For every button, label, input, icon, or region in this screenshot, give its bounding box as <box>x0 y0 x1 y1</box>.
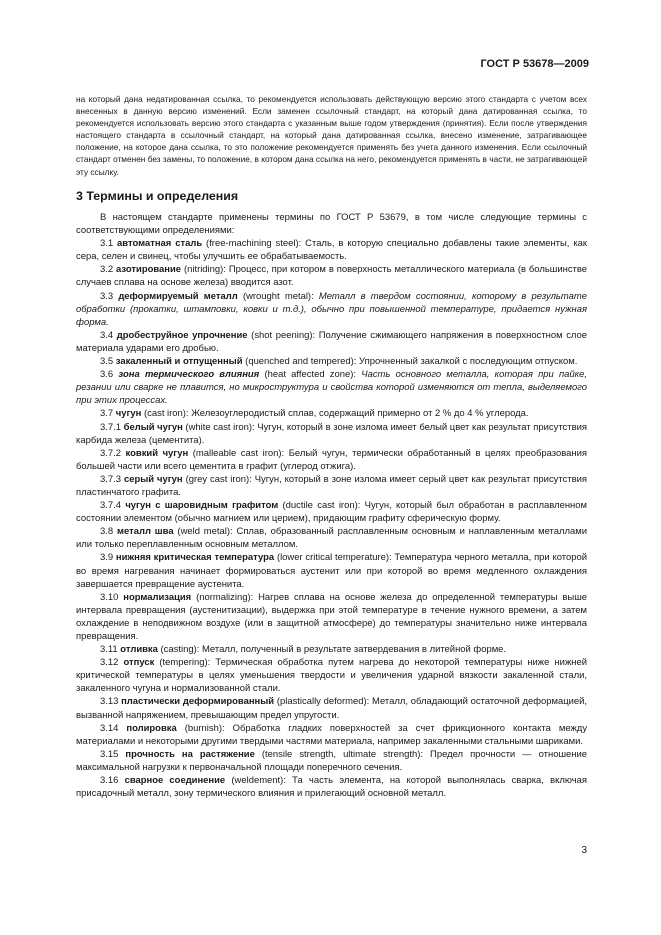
term-definition: Железоуглеродистый сплав, содержащий примерно от 2 % до 4 % углерода. <box>191 408 529 420</box>
term-english: (weld metal): <box>177 526 233 538</box>
term-definition: Предел прочности — отношение максимальной нагрузки к первоначальной площади поперечного сечения. <box>76 748 588 773</box>
term-entry <box>76 290 587 329</box>
term-english: (casting): <box>160 644 200 656</box>
term-entry <box>76 407 587 420</box>
term-number: 3.7 <box>100 408 114 420</box>
term-number: 3.2 <box>100 264 114 276</box>
term-name: дробеструйное упрочнение <box>116 329 248 341</box>
document-header: ГОСТ Р 53678—2009 <box>480 58 589 70</box>
term-definition: Получение сжимающего напряжения в поверхностном слое материала ударами его дробью. <box>76 329 588 354</box>
term-english: (malleable cast iron): <box>192 447 285 459</box>
term-entry <box>76 447 587 473</box>
term-definition: Часть основного металла, которая при пайке, резании или сварке не плавится, но микроструктура и свойства которой изменяются от тепла, выделяемого при этих процессах. <box>76 369 587 407</box>
term-entry <box>76 525 587 551</box>
term-definition: Белый чугун, термически обработанный в целях преобразования большей части или всего цементита в графит (углерод отжига). <box>76 447 588 472</box>
term-definition: Сталь, в которую специально добавлены такие элементы, как сера, селен и свинец, чтобы улучшить ее обрабатываемость. <box>76 238 588 263</box>
term-name: сварное соединение <box>124 775 226 787</box>
term-english: (cast iron): <box>143 408 189 420</box>
term-definition: Металл в твердом состоянии, которому в результате обработки (прокатки, штамповки, ковки и т.д.), обычно при повышенной температуре, придается нужная форма. <box>76 290 588 328</box>
term-number: 3.3 <box>100 290 114 302</box>
term-entry <box>76 591 587 643</box>
term-name: деформируемый металл <box>118 290 238 302</box>
term-name: белый чугун <box>123 421 183 433</box>
term-number: 3.6 <box>100 369 114 381</box>
term-definition: Чугун, который в зоне излома имеет серый цвет как результат присутствия пластинчатого графита. <box>76 473 588 498</box>
term-entry <box>76 263 587 289</box>
term-english: (ductile cast iron): <box>282 500 361 512</box>
term-english: (normalizing): <box>196 591 254 603</box>
term-entry <box>76 499 587 525</box>
term-english: (lower critical temperature): <box>276 552 392 564</box>
term-number: 3.7.4 <box>100 500 121 512</box>
term-entry <box>76 695 587 721</box>
term-definition: Чугун, который в зоне излома имеет белый цвет как результат присутствия карбида железа (цементита). <box>76 421 587 446</box>
term-entry <box>76 473 587 499</box>
term-definition: Металл, полученный в результате затвердевания в литейной форме. <box>201 644 507 656</box>
term-definition: Сплав, образованный расплавленным основным и наплавленным металлами или только переплавленным основным металлом. <box>76 526 587 551</box>
term-name: автоматная сталь <box>117 238 203 250</box>
term-entry <box>76 722 587 748</box>
term-number: 3.14 <box>100 722 119 734</box>
term-definition: Нагрев сплава на основе железа до определенной температуры выше интервала превращения (аустенитизации), выдержка при этой температуре в течение нужного времени, а затем охлаждение в неподвижном воздухе (или в защитной атмосфере) до температуры значительно ниже интервала превращения. <box>76 591 588 642</box>
term-english: (burnish): <box>184 722 225 734</box>
term-entry <box>76 774 587 800</box>
term-number: 3.7.3 <box>100 473 121 485</box>
term-name: полировка <box>126 722 177 734</box>
term-name: пластически деформированный <box>121 696 275 708</box>
term-definition: Чугун, который был обработан в расплавленном состоянии элементом (обычно магнием или церием), придающим графиту сферическую форму. <box>76 500 588 525</box>
term-entry <box>76 329 587 355</box>
term-definition: Та часть элемента, на которой выполнялась сварка, включая присадочный металл, зону термического влияния и прилегающий основной металл. <box>76 775 588 800</box>
term-english: (tempering): <box>159 657 211 669</box>
term-number: 3.4 <box>100 329 114 341</box>
term-number: 3.13 <box>100 696 119 708</box>
term-english: (wrought metal): <box>242 290 314 302</box>
term-english: (weldement): <box>231 775 286 787</box>
term-definition: Обработка гладких поверхностей за счет фрикционного контакта между материалами и некоторыми другими твердыми частями материала, например закаленными стальными шариками. <box>76 722 588 747</box>
term-english: (nitriding): <box>183 264 226 276</box>
term-definition: Термическая обработка путем нагрева до некоторой температуры ниже нижней критической температуры в целях уменьшения твердости и увеличения ударной вязкости закаленной стали, закаленного чугуна и нормализованной стали. <box>76 657 587 695</box>
term-definition: Процесс, при котором в поверхность металлического материала (в большинстве случаев сплава на основе железа) вводится азот. <box>76 264 588 289</box>
section-title: 3 Термины и определения <box>76 189 239 203</box>
term-english: (white cast iron): <box>185 421 255 433</box>
term-definition: Упрочненный закалкой с последующим отпуском. <box>359 356 578 368</box>
term-name: закаленный и отпущенный <box>115 356 243 368</box>
term-number: 3.7.1 <box>100 421 121 433</box>
lead-paragraph: В настоящем стандарте применены термины по ГОСТ Р 53679, в том числе следующие термины с соответствующими определениями: <box>76 212 587 237</box>
term-number: 3.8 <box>100 526 114 538</box>
term-name: серый чугун <box>123 473 183 485</box>
intro-paragraph: на который дана недатированная ссылка, то рекомендуется использовать действующую версию этого стандарта с учетом всех внесенных в данную версию изменений. Если заменен ссылочный стандарт, на который дана датированная ссылка, то рекомендуется использовать версию этого стандарта с указанным выше годом утверждения (принятия). Если после утверждения настоящего стандарта в ссылочный стандарт, на который дана датированная ссылка, внесено изменение, затрагивающее положение, на которое дана ссылка, то это положение рекомендуется применять без учета данного изменения. Если ссылочный стандарт отменен без замены, то положение, в котором дана ссылка на него, рекомендуется применять в части, не затрагивающей эту ссылку. <box>76 94 587 177</box>
term-definition: Металл, обладающий остаточной деформацией, вызванной напряжением, превышающим предел упругости. <box>76 696 588 721</box>
term-number: 3.9 <box>100 552 114 564</box>
term-english: (heat affected zone): <box>264 369 357 381</box>
term-english: (plastically deformed): <box>276 696 370 708</box>
term-entry <box>76 643 587 656</box>
term-number: 3.5 <box>100 356 114 368</box>
term-entry <box>76 237 587 263</box>
term-number: 3.10 <box>100 591 119 603</box>
page-number: 3 <box>581 845 587 856</box>
term-entry <box>76 551 587 590</box>
term-number: 3.16 <box>100 775 119 787</box>
term-number: 3.1 <box>100 238 114 250</box>
term-definition: Температура черного металла, при которой во время нагревания начинает формироваться аустенит или при которой во время медленного охлаждения завершается превращение аустенита. <box>76 552 587 590</box>
term-number: 3.12 <box>100 657 119 669</box>
term-entry <box>76 368 587 407</box>
term-entry <box>76 656 587 695</box>
term-name: чугун с шаровидным графитом <box>125 500 279 512</box>
term-english: (shot peening): <box>251 329 316 341</box>
term-english: (quenched and tempered): <box>245 356 357 368</box>
term-name: нижняя критическая температура <box>115 552 275 564</box>
term-entry <box>76 421 587 447</box>
term-entry <box>76 355 587 368</box>
term-english: (tensile strength, ultimate strength): <box>261 748 423 760</box>
term-name: металл шва <box>116 526 174 538</box>
term-number: 3.7.2 <box>100 447 121 459</box>
term-name: азотирование <box>116 264 182 276</box>
term-english: (free-machining steel): <box>206 238 302 250</box>
term-name: прочность на растяжение <box>125 748 255 760</box>
term-english: (grey cast iron): <box>185 473 252 485</box>
term-name: чугун <box>115 408 142 420</box>
term-name: отпуск <box>123 657 155 669</box>
term-number: 3.15 <box>100 748 119 760</box>
terms-list <box>76 211 587 800</box>
term-number: 3.11 <box>100 644 118 656</box>
term-name: ковкий чугун <box>125 447 189 459</box>
term-name: отливка <box>120 644 158 656</box>
term-name: нормализация <box>123 591 192 603</box>
term-name: зона термического влияния <box>118 369 260 381</box>
term-entry <box>76 748 587 774</box>
